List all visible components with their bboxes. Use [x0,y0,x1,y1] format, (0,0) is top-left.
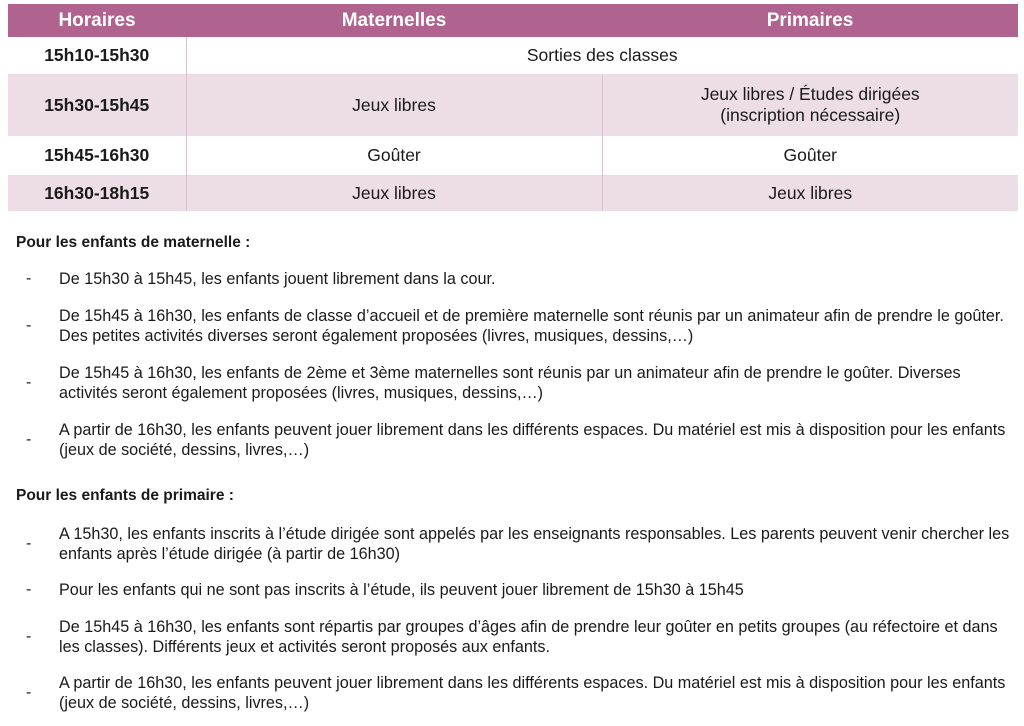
table-row [8,37,1018,74]
time-cell: 15h30-15h45 [8,74,186,136]
primaires-cell: Jeux libres [602,175,1018,211]
bullet-dash: - [26,535,32,552]
primaire-item [22,579,1012,601]
bullet-dash: - [26,684,32,701]
primaire-item-text: De 15h45 à 16h30, les enfants sont répartis par groupes d’âges afin de prendre leur goûter en petits groupes (au réfectoire et dans les classes). Différents jeux et activités seront proposés aux enfants. [59,618,998,656]
maternelles-cell: Jeux libres [186,74,602,136]
primaires-cell: Goûter [602,136,1018,175]
bullet-dash: - [26,581,32,598]
header-primaires: Primaires [602,4,1018,37]
maternelle-item [22,268,1012,290]
maternelle-item [22,419,1012,461]
maternelle-item-text: A partir de 16h30, les enfants peuvent jouer librement dans les différents espaces. Du matériel est mis à disposition pour les enfants (jeux de société, dessins, livres,…) [59,421,1006,459]
table-row [8,74,1018,136]
bullet-dash: - [26,431,32,448]
merged-cell: Sorties des classes [186,37,1018,74]
time-cell: 15h45-16h30 [8,136,186,175]
maternelle-item [22,362,1012,404]
primaire-item-text: A 15h30, les enfants inscrits à l’étude dirigée sont appelés par les enseignants responsables. Les parents peuvent venir chercher les enfants après l’étude dirigée (à partir de 16h30) [59,525,1010,563]
primaires-cell [602,74,1018,136]
primaire-item-text: Pour les enfants qui ne sont pas inscrits à l’étude, ils peuvent jouer librement de 15h30 à 15h45 [59,581,744,599]
header-horaires: Horaires [8,4,186,37]
header-maternelles: Maternelles [186,4,602,37]
table-row [8,136,1018,175]
maternelle-item [22,305,1012,347]
bullet-dash: - [26,317,32,334]
bullet-dash: - [26,374,32,391]
time-cell: 15h10-15h30 [8,37,186,74]
primaire-item-text: A partir de 16h30, les enfants peuvent jouer librement dans les différents espaces. Du matériel est mis à disposition pour les enfants (jeux de société, dessins, livres,…) [59,674,1006,712]
maternelles-cell: Goûter [186,136,602,175]
maternelle-item-text: De 15h45 à 16h30, les enfants de 2ème et 3ème maternelles sont réunis par un animateur afin de prendre le goûter. Diverses activités seront également proposées (livres, musiques, dessins,…) [59,364,961,402]
time-cell: 16h30-18h15 [8,175,186,211]
primaire-item [22,672,1012,714]
primaire-item [22,523,1012,565]
maternelle-item-text: De 15h45 à 16h30, les enfants de classe d’accueil et de première maternelle sont réunis par un animateur afin de prendre le goûter. Des petites activités diverses seront également proposées (livres, musiques, dessins,…) [59,307,1004,345]
bullet-dash: - [26,628,32,645]
primaire-item [22,616,1012,658]
maternelles-cell: Jeux libres [186,175,602,211]
primaires-cell-line1: Jeux libres / Études dirigées [700,84,920,105]
maternelle-item-text: De 15h30 à 15h45, les enfants jouent librement dans la cour. [59,270,496,288]
primaire-section-title: Pour les enfants de primaire : [16,487,234,504]
maternelle-section-title: Pour les enfants de maternelle : [16,234,251,251]
bullet-dash: - [26,270,32,287]
table-row [8,175,1018,211]
schedule-table [8,4,1018,211]
primaires-cell-line2: (inscription nécessaire) [720,105,901,126]
table-header-row [8,4,1018,37]
